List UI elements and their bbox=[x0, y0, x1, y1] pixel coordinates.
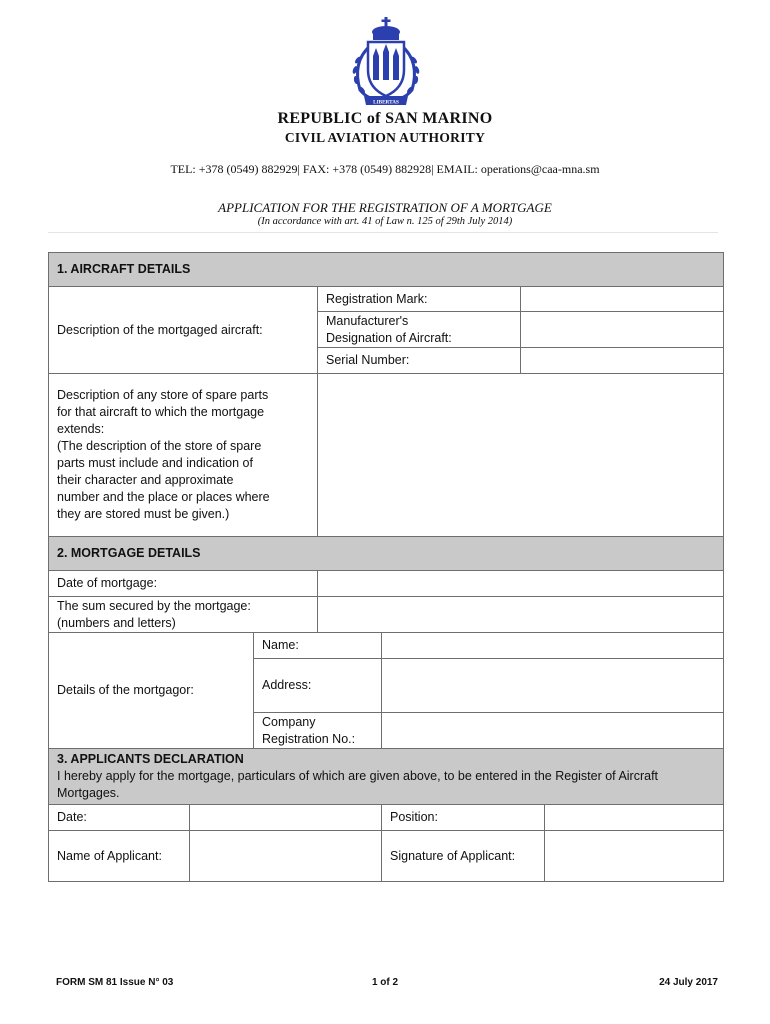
serial-number-field[interactable] bbox=[521, 348, 724, 374]
applicant-name-field[interactable] bbox=[190, 831, 382, 882]
footer-form-id: FORM SM 81 Issue N° 03 bbox=[56, 977, 174, 988]
position-field[interactable] bbox=[545, 805, 724, 831]
form-subtitle: (In accordance with art. 41 of Law n. 125 of 29th July 2014) bbox=[257, 216, 513, 227]
position-label: Position: bbox=[382, 805, 545, 831]
footer-page-number: 1 of 2 bbox=[371, 977, 399, 988]
contact-line: TEL: +378 (0549) 882929| FAX: +378 (0549) 882928| EMAIL: operations@caa-mna.sm bbox=[170, 162, 600, 176]
mortgage-date-label: Date of mortgage: bbox=[49, 571, 318, 597]
mortgagor-address-field[interactable] bbox=[382, 659, 724, 713]
registration-mark-field[interactable] bbox=[521, 287, 724, 312]
form-title: APPLICATION FOR THE REGISTRATION OF A MORTGAGE bbox=[218, 200, 552, 215]
section-aircraft-details-title: 1. AIRCRAFT DETAILS bbox=[49, 253, 724, 287]
signature-label: Signature of Applicant: bbox=[382, 831, 545, 882]
title-divider bbox=[48, 232, 718, 233]
designation-label: Manufacturer's Designation of Aircraft: bbox=[318, 312, 521, 348]
applicants-declaration-table bbox=[48, 748, 724, 882]
san-marino-coat-of-arms-icon bbox=[346, 16, 426, 108]
sum-secured-field[interactable] bbox=[318, 597, 724, 633]
company-registration-label: Company Registration No.: bbox=[254, 713, 382, 749]
section-applicants-declaration bbox=[49, 749, 724, 805]
aircraft-details-table bbox=[48, 252, 724, 537]
section-mortgage-details-title: 2. MORTGAGE DETAILS bbox=[49, 537, 724, 571]
mortgagor-name-field[interactable] bbox=[382, 633, 724, 659]
sum-secured-label: The sum secured by the mortgage: (numbers and letters) bbox=[49, 597, 318, 633]
mortgagor-address-label: Address: bbox=[254, 659, 382, 713]
mortgagor-details-label: Details of the mortgagor: bbox=[49, 633, 254, 749]
applicant-name-label: Name of Applicant: bbox=[49, 831, 190, 882]
declaration-text: I hereby apply for the mortgage, particulars of which are given above, to be entered in the Register of Aircraft Mortgages. bbox=[57, 769, 659, 800]
registration-mark-label: Registration Mark: bbox=[318, 287, 521, 312]
org-subtitle: CIVIL AVIATION AUTHORITY bbox=[284, 130, 486, 145]
company-registration-field[interactable] bbox=[382, 713, 724, 749]
declaration-date-label: Date: bbox=[49, 805, 190, 831]
serial-number-label: Serial Number: bbox=[318, 348, 521, 374]
footer-date: 24 July 2017 bbox=[659, 977, 718, 988]
section-applicants-declaration-title: 3. APPLICANTS DECLARATION bbox=[57, 752, 244, 766]
signature-field[interactable] bbox=[545, 831, 724, 882]
mortgage-details-table bbox=[48, 536, 724, 749]
mortgagor-name-label: Name: bbox=[254, 633, 382, 659]
mortgage-date-field[interactable] bbox=[318, 571, 724, 597]
org-name: REPUBLIC of SAN MARINO bbox=[277, 110, 493, 127]
aircraft-description-label: Description of the mortgaged aircraft: bbox=[49, 287, 318, 374]
crest-motto: LIBERTAS bbox=[373, 99, 399, 106]
designation-field[interactable] bbox=[521, 312, 724, 348]
declaration-date-field[interactable] bbox=[190, 805, 382, 831]
spare-parts-field[interactable] bbox=[318, 374, 724, 537]
spare-parts-label: Description of any store of spare parts for that aircraft to which the mortgage extends: (The description of the store of spare parts must include and indication of their character and approximate number and the place or places where they are stored must be given.) bbox=[49, 374, 318, 537]
